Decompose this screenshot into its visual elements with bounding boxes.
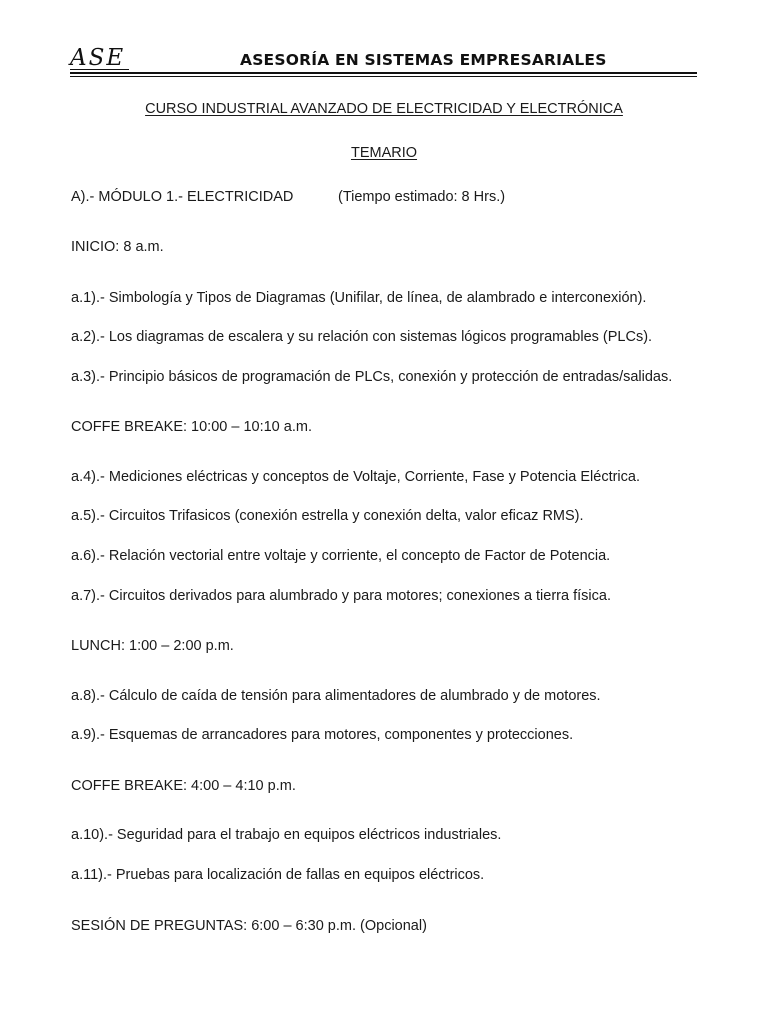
schedule-questions: SESIÓN DE PREGUNTAS: 6:00 – 6:30 p.m. (Opcional) bbox=[71, 918, 427, 934]
topic-item: a.8).- Cálculo de caída de tensión para alimentadores de alumbrado y de motores. bbox=[71, 688, 601, 704]
topic-item: a.1).- Simbología y Tipos de Diagramas (Unifilar, de línea, de alambrado e interconexión). bbox=[71, 290, 647, 306]
schedule-break: COFFE BREAKE: 10:00 – 10:10 a.m. bbox=[71, 419, 312, 435]
schedule-break: COFFE BREAKE: 4:00 – 4:10 p.m. bbox=[71, 778, 296, 794]
topic-item: a.3).- Principio básicos de programación de PLCs, conexión y protección de entradas/salidas. bbox=[71, 369, 673, 385]
topic-item: a.11).- Pruebas para localización de fallas en equipos eléctricos. bbox=[71, 867, 485, 883]
topic-item: a.6).- Relación vectorial entre voltaje y corriente, el concepto de Factor de Potencia. bbox=[71, 548, 611, 564]
topic-item: a.7).- Circuitos derivados para alumbrado y para motores; conexiones a tierra física. bbox=[71, 588, 611, 604]
topic-item: a.10).- Seguridad para el trabajo en equipos eléctricos industriales. bbox=[71, 827, 502, 843]
header-rule-thick bbox=[70, 72, 697, 74]
topic-item: a.4).- Mediciones eléctricas y conceptos de Voltaje, Corriente, Fase y Potencia Eléctrica. bbox=[71, 469, 640, 485]
company-name: ASESORÍA EN SISTEMAS EMPRESARIALES bbox=[240, 51, 607, 69]
schedule-start: INICIO: 8 a.m. bbox=[71, 239, 164, 255]
company-logo: ASE bbox=[70, 47, 129, 70]
module-time-estimate: (Tiempo estimado: 8 Hrs.) bbox=[338, 189, 506, 205]
topic-item: a.9).- Esquemas de arrancadores para motores, componentes y protecciones. bbox=[71, 727, 574, 743]
section-heading: TEMARIO bbox=[350, 145, 418, 161]
topic-item: a.2).- Los diagramas de escalera y su relación con sistemas lógicos programables (PLCs). bbox=[71, 329, 653, 345]
header-rule-thin bbox=[70, 76, 697, 77]
topic-item: a.5).- Circuitos Trifasicos (conexión estrella y conexión delta, valor eficaz RMS). bbox=[71, 508, 584, 524]
module-heading: A).- MÓDULO 1.- ELECTRICIDAD bbox=[71, 189, 294, 205]
schedule-lunch: LUNCH: 1:00 – 2:00 p.m. bbox=[71, 638, 234, 654]
course-title: CURSO INDUSTRIAL AVANZADO DE ELECTRICIDAD Y ELECTRÓNICA bbox=[145, 101, 623, 117]
